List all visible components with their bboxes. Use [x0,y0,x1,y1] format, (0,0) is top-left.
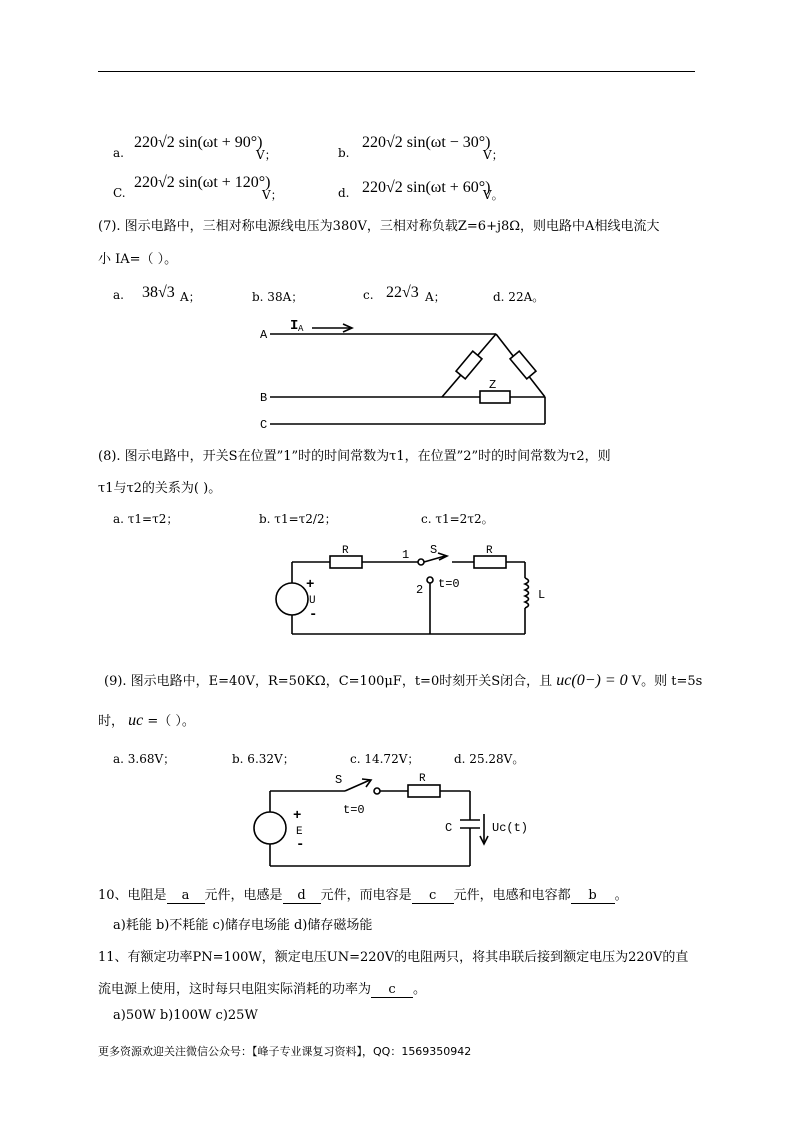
q10-text-4: 元件，电感和电容都 [453,888,571,903]
footer-note: 更多资源欢迎关注微信公众号：【峰子专业课复习资料】，QQ：1569350942 [98,1045,472,1058]
q6-d-label: d. [338,186,350,200]
q9-option-b: b. 6.32V； [232,752,295,766]
q7-c-expr: 22√3 [386,284,419,301]
q9-line2-text: 时， [98,714,125,729]
q7-label-Z: Z [489,378,497,392]
q10-text-2: 元件，电感是 [204,888,283,903]
q8-plus-sign: + [306,577,315,593]
q10-blank-4: b [571,888,615,904]
q7-label-B: B [260,391,268,405]
q9-label-E: E [296,826,303,838]
q11-blank: c [371,982,413,998]
q9-label-C: C [445,821,453,835]
q9-line1-post: V。则 t=5s [631,674,703,689]
q6-a-expr: 220√2 sin(ωt + 90°) [134,134,263,151]
q7-line2: 小 IA=（ ）。 [98,252,178,267]
q8-label-t0: t=0 [438,577,460,591]
q7-a-unit: A； [180,290,201,304]
q8-label-R2: R [486,545,493,557]
q11-line1: 11、有额定功率PN=100W，额定电压UN=220V的电阻两只，将其串联后接到额定电压为220V的直 [98,950,689,965]
q6-a-label: a. [113,146,124,160]
q9-label-S: S [335,773,343,787]
q11-line2 [98,978,426,998]
q6-c-expr: 220√2 sin(ωt + 120°) [134,174,271,191]
q9-option-c: c. 14.72V； [350,752,420,766]
q8-label-pos2: 2 [416,583,424,597]
q7-a-expr: 38√3 [142,284,175,301]
q8-option-a: a. τ1=τ2； [113,512,179,526]
q9-option-a: a. 3.68V； [113,752,176,766]
q6-b-unit: V； [483,148,504,162]
q11-text: 流电源上使用，这时每只电阻实际消耗的功率为 [98,982,372,997]
q9-label-Uc: Uc(t) [492,821,529,835]
q11-options: a)50W b)100W c)25W [113,1008,258,1023]
q8-minus-sign: - [309,607,318,623]
q9-option-d: d. 25.28V。 [454,752,525,766]
q7-b: b. 38A； [252,290,304,304]
q8-label-R1: R [342,545,349,557]
q7-c-unit: A； [425,290,446,304]
q8-label-pos1: 1 [402,548,410,562]
q6-b-label: b. [338,146,350,160]
q6-d-expr: 220√2 sin(ωt + 60°) [362,179,491,196]
q7-c-label: c. [363,288,374,302]
q7-d: d. 22A。 [493,290,545,304]
q10-blank-1: a [167,888,205,904]
q6-a-unit: V； [256,148,277,162]
q6-c-label: C. [113,186,126,200]
q7-label-IA: I [290,318,299,334]
q7-label-C: C [260,418,268,432]
q9-minus-sign: - [296,837,305,853]
q10-blank-2: d [283,888,321,904]
q10-text-3: 元件，而电容是 [320,888,412,903]
q8-label-S: S [430,543,438,557]
q6-d-unit: V。 [483,188,504,202]
q8-label-U: U [309,595,316,607]
q7-label-IA-sub: A [298,324,304,334]
q10-line [98,884,628,904]
q6-c-unit: V； [262,188,283,202]
q7-line1: (7). 图示电路中，三相对称电源线电压为380V，三相对称负载Z=6+j8Ω，则电路中A相线电流大 [98,219,660,234]
q9-label-t0: t=0 [343,803,365,817]
q9-line2-var: uc [128,712,144,729]
q10-blank-3: c [412,888,454,904]
q9-line2-post: =（ ）。 [147,714,195,729]
q8-option-c: c. τ1=2τ2。 [421,512,494,526]
q10-text-5: 。 [614,888,628,903]
q9-line1-text: (9). 图示电路中，E=40V，R=50KΩ，C=100μF，t=0时刻开关S闭合，且 [104,674,553,689]
q10-text-1: 10、电阻是 [98,888,167,903]
q7-a-label: a. [113,288,124,302]
q8-option-b: b. τ1=τ2/2； [259,512,337,526]
q10-options: a)耗能 b)不耗能 c)储存电场能 d)储存磁场能 [113,918,373,933]
q7-label-A: A [260,328,268,342]
q11-text-end: 。 [413,982,427,997]
q9-line1-expr: uc(0−) = 0 [556,672,628,689]
q9-label-R: R [419,773,426,785]
q9-plus-sign: + [293,808,302,824]
q6-b-expr: 220√2 sin(ωt − 30°) [362,134,491,151]
q8-line1: (8). 图示电路中，开关S在位置”1”时的时间常数为τ1，在位置”2”时的时间常数为τ2，则 [98,449,611,464]
q8-line2: τ1与τ2的关系为( )。 [98,481,222,496]
q8-label-L: L [538,588,546,602]
